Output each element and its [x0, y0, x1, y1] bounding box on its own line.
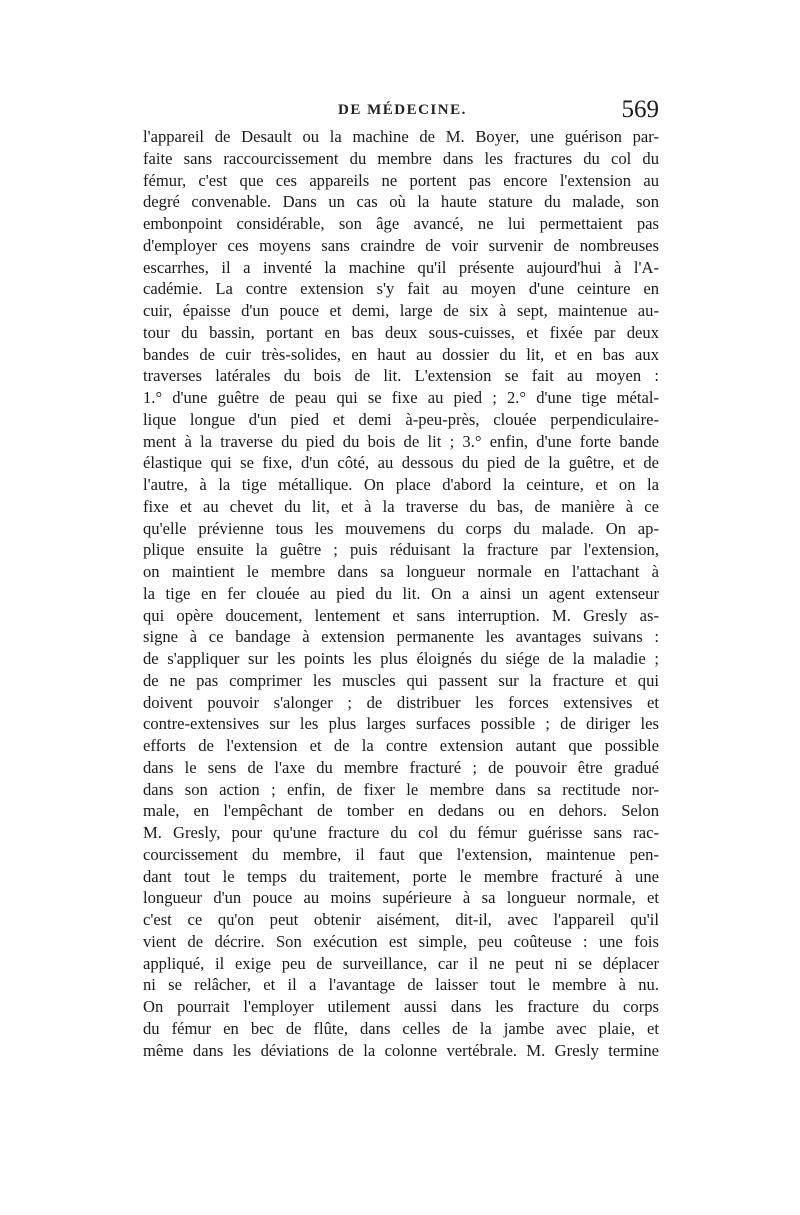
- text-line: contre-extensives sur les plus larges surfaces possible ; de diriger les: [143, 714, 659, 734]
- text-line: dans le sens de l'axe du membre fracturé ; de pouvoir être gradué: [143, 757, 659, 777]
- text-line: dant tout le temps du traitement, porte le membre fracturé à une: [143, 866, 659, 886]
- text-line: qu'elle prévienne tous les mouvemens du corps du malade. On ap-: [143, 518, 659, 538]
- text-line: On pourrait l'employer utilement aussi dans les fracture du corps: [143, 997, 659, 1016]
- text-line: courcissement du membre, il faut que l'extension, maintenue pen-: [143, 844, 659, 864]
- text-line: degré convenable. Dans un cas où la haute stature du malade, son: [143, 192, 659, 212]
- body-text: [143, 126, 659, 1061]
- text-line: escarrhes, il a inventé la machine qu'il présente aujourd'hui à l'A-: [143, 257, 659, 277]
- text-line: du fémur en bec de flûte, dans celles de la jambe avec plaie, et: [143, 1018, 659, 1038]
- text-line: dans son action ; enfin, de fixer le membre dans sa rectitude nor-: [143, 779, 659, 799]
- text-line: signe à ce bandage à extension permanente les avantages suivans :: [143, 627, 659, 647]
- text-line: doivent pouvoir s'alonger ; de distribuer les forces extensives et: [143, 692, 659, 712]
- text-line: de ne pas comprimer les muscles qui passent sur la fracture et qui: [143, 670, 659, 690]
- text-line: élastique qui se fixe, d'un côté, au dessous du pied de la guêtre, et de: [143, 453, 659, 473]
- text-line: l'autre, à la tige métallique. On place d'abord la ceinture, et on la: [143, 475, 659, 494]
- text-line: c'est ce qu'on peut obtenir aisément, dit-il, avec l'appareil qu'il: [143, 910, 659, 929]
- text-line: cadémie. La contre extension s'y fait au moyen d'une ceinture en: [143, 279, 659, 299]
- text-line: même dans les déviations de la colonne vertébrale. M. Gresly termine: [143, 1040, 659, 1060]
- text-line: fixe et au chevet du lit, et à la traverse du bas, de manière à ce: [143, 496, 659, 516]
- page-header: [143, 96, 659, 126]
- text-line: faite sans raccourcissement du membre dans les fractures du col du: [143, 148, 659, 168]
- text-line: bandes de cuir très-solides, en haut au dossier du lit, et en bas aux: [143, 344, 659, 364]
- text-line: plique ensuite la guêtre ; puis réduisant la fracture par l'extension,: [143, 540, 659, 560]
- text-line: tour du bassin, portant en bas deux sous-cuisses, et fixée par deux: [143, 322, 659, 342]
- text-line: cuir, épaisse d'un pouce et demi, large de six à sept, maintenue au-: [143, 301, 659, 320]
- running-head: DE MÉDECINE.: [338, 102, 467, 118]
- text-line: 1.° d'une guêtre de peau qui se fixe au pied ; 2.° d'une tige métal-: [143, 388, 659, 407]
- text-line: vient de décrire. Son exécution est simple, peu coûteuse : une fois: [143, 931, 659, 951]
- text-line: traverses latérales du bois de lit. L'extension se fait au moyen :: [143, 366, 659, 386]
- text-line: embonpoint considérable, son âge avancé, ne lui permettaient pas: [143, 214, 659, 233]
- text-line: de s'appliquer sur les points les plus éloignés du siége de la maladie ;: [143, 649, 659, 668]
- text-line: efforts de l'extension et de la contre extension autant que possible: [143, 736, 659, 755]
- text-line: fémur, c'est que ces appareils ne portent pas encore l'extension au: [143, 170, 659, 190]
- text-line: appliqué, il exige peu de surveillance, car il ne peut ni se déplacer: [143, 953, 659, 973]
- text-line: M. Gresly, pour qu'une fracture du col du fémur guérisse sans rac-: [143, 823, 659, 842]
- text-line: male, en l'empêchant de tomber en dedans ou en dehors. Selon: [143, 801, 659, 821]
- text-line: on maintient le membre dans sa longueur normale en l'attachant à: [143, 562, 659, 581]
- text-line: longueur d'un pouce au moins supérieure à sa longueur normale, et: [143, 888, 659, 908]
- text-line: d'employer ces moyens sans craindre de voir survenir de nombreuses: [143, 235, 659, 255]
- text-line: lique longue d'un pied et demi à-peu-près, clouée perpendiculaire-: [143, 409, 659, 429]
- text-line: ni se relâcher, et il a l'avantage de laisser tout le membre à nu.: [143, 975, 659, 995]
- page-number: 569: [621, 96, 659, 123]
- text-line: qui opère doucement, lentement et sans interruption. M. Gresly as-: [143, 605, 659, 625]
- text-line: ment à la traverse du pied du bois de lit ; 3.° enfin, d'une forte bande: [143, 431, 659, 451]
- text-line: l'appareil de Desault ou la machine de M. Boyer, une guérison par-: [143, 127, 659, 146]
- text-line: la tige en fer clouée au pied du lit. On a ainsi un agent extenseur: [143, 583, 659, 603]
